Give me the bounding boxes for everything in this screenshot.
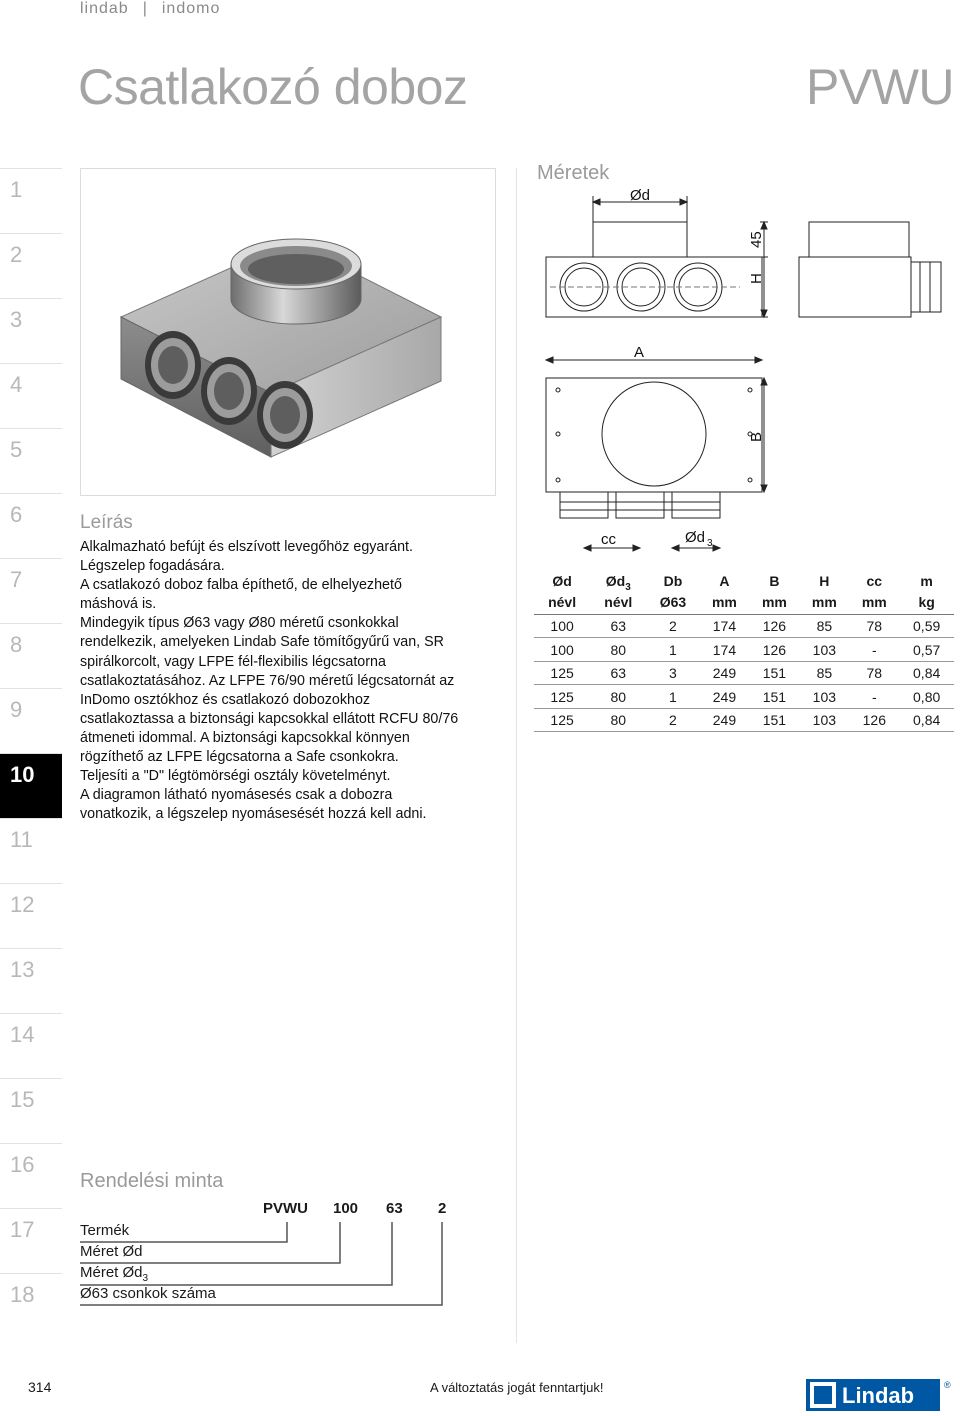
chapter-tab-4[interactable]	[0, 363, 62, 428]
chapter-tab-8[interactable]	[0, 623, 62, 688]
chapter-tab-label: 5	[10, 437, 23, 462]
chapter-tab-1[interactable]	[0, 168, 62, 233]
chapter-tab-label: 11	[10, 827, 33, 852]
chapter-tab-label: 18	[10, 1282, 35, 1307]
table-cell: 151	[749, 661, 799, 685]
product-code: PVWU	[806, 59, 954, 115]
table-cell: 78	[849, 661, 899, 685]
table-cell: 126	[749, 614, 799, 638]
table-cell: 103	[799, 638, 849, 662]
description-line: csatlakoztatásához. Az LFPE 76/90 méretű légcsatornát az	[80, 672, 455, 689]
chapter-tab-label: 13	[10, 957, 35, 982]
chapter-tab-label: 8	[10, 632, 23, 657]
table-cell: 1	[646, 685, 699, 709]
order-label-od: Méret Ød	[80, 1243, 143, 1260]
chapter-tab-13[interactable]	[0, 948, 62, 1013]
table-header-cell: m kg	[918, 573, 935, 610]
brand-header	[80, 0, 220, 18]
table-cell: 85	[799, 614, 849, 638]
chapter-tab-2[interactable]	[0, 233, 62, 298]
chapter-tab-7[interactable]	[0, 558, 62, 623]
table-cell: 63	[590, 614, 646, 638]
description-text	[80, 538, 500, 824]
order-code-od: 100	[333, 1200, 359, 1217]
description-line: rendelkezik, amelyeken Lindab Safe tömítőgyűrű van, SR	[80, 634, 444, 651]
table-cell: 125	[534, 708, 590, 732]
table-row	[534, 614, 954, 638]
table-cell: 103	[799, 708, 849, 732]
description-line: InDomo osztókhoz és csatlakozó dobozokhoz	[80, 691, 371, 708]
table-cell: 0,80	[899, 685, 954, 709]
table-cell: 63	[590, 661, 646, 685]
description-line: átmeneti idommal. A biztonsági kapcsokkal könnyen	[80, 729, 410, 746]
plenum-box-illustration	[81, 169, 495, 495]
table-cell: 0,57	[899, 638, 954, 662]
table-cell: 78	[849, 614, 899, 638]
footer-note: A változtatás jogát fenntartjuk!	[430, 1380, 604, 1395]
order-code-product: PVWU	[263, 1200, 308, 1217]
description-line: A csatlakozó doboz falba építhető, de elhelyezhető	[80, 577, 402, 594]
table-cell: 151	[749, 708, 799, 732]
table-cell: 151	[749, 685, 799, 709]
chapter-tab-label: 6	[10, 502, 23, 527]
brand-separator: |	[142, 0, 148, 17]
ordering-heading: Rendelési minta	[80, 1170, 224, 1192]
table-cell: 80	[590, 685, 646, 709]
chapter-tab-15[interactable]	[0, 1078, 62, 1143]
chapter-tab-label: 16	[10, 1152, 35, 1177]
table-cell: 126	[749, 638, 799, 662]
dimensions-table	[534, 571, 954, 732]
table-header-cell: B mm	[761, 573, 787, 610]
table-row	[534, 685, 954, 709]
table-cell: 249	[699, 661, 749, 685]
dimension-drawing	[530, 180, 950, 555]
table-cell: -	[849, 638, 899, 662]
description-line: máshová is.	[80, 596, 157, 613]
chapter-sidebar	[0, 168, 62, 1338]
table-cell: 174	[699, 638, 749, 662]
table-header-cell: Db Ø63	[659, 573, 687, 610]
lindab-logo	[806, 1378, 956, 1412]
table-cell: 0,84	[899, 661, 954, 685]
product-photo	[80, 168, 496, 496]
chapter-tab-label: 9	[10, 697, 23, 722]
table-row	[534, 708, 954, 732]
description-line: vonatkozik, a légszelep nyomásesését hozzá kell adni.	[80, 806, 427, 823]
chapter-tab-label: 17	[10, 1217, 35, 1242]
order-label-od3: Méret $Ød_3$	[80, 1264, 149, 1284]
dim-label-a: A	[634, 344, 645, 361]
chapter-tab-12[interactable]	[0, 883, 62, 948]
description-line: rögzíthető az LFPE légcsatorna a Safe csonkokra.	[80, 749, 399, 766]
table-cell: 100	[534, 638, 590, 662]
page-title: Csatlakozó doboz	[78, 59, 468, 115]
chapter-tab-label: 3	[10, 307, 23, 332]
brand-lindab: lindab	[80, 0, 129, 17]
order-code-count: 2	[438, 1200, 447, 1217]
table-header-cell: cc mm	[861, 573, 887, 610]
chapter-tab-18[interactable]	[0, 1273, 62, 1338]
table-cell: 85	[799, 661, 849, 685]
dim-label-od: Ød	[630, 187, 651, 204]
chapter-tab-6[interactable]	[0, 493, 62, 558]
chapter-tab-label: 14	[10, 1022, 35, 1047]
table-cell: -	[849, 685, 899, 709]
order-code-od3: 63	[386, 1200, 403, 1217]
description-line: spirálkorcolt, vagy LFPE fél-flexibilis légcsatorna	[80, 653, 386, 670]
chapter-tab-14[interactable]	[0, 1013, 62, 1078]
chapter-tab-label: 1	[10, 177, 23, 202]
chapter-tab-5[interactable]	[0, 428, 62, 493]
dim-label-h: H	[748, 273, 765, 284]
ordering-code	[80, 1200, 460, 1220]
chapter-tab-11[interactable]	[0, 818, 62, 883]
description-line: Mindegyik típus Ø63 vagy Ø80 méretű csonkokkal	[80, 615, 399, 632]
table-cell: 3	[646, 661, 699, 685]
table-header-row	[534, 571, 954, 614]
description-heading: Leírás	[80, 512, 133, 533]
order-label-count: Ø63 csonkok száma	[80, 1285, 216, 1302]
table-cell: 2	[646, 708, 699, 732]
column-divider	[516, 168, 517, 1343]
description-line: A diagramon látható nyomásesés csak a dobozra	[80, 787, 393, 804]
chapter-tab-label: 10	[10, 762, 35, 787]
chapter-tab-label: 7	[10, 567, 23, 592]
table-header-cell: H mm	[811, 573, 837, 610]
table-cell: 249	[699, 685, 749, 709]
chapter-tab-3[interactable]	[0, 298, 62, 363]
table-cell: 80	[590, 638, 646, 662]
table-cell: 249	[699, 708, 749, 732]
chapter-tab-9[interactable]	[0, 688, 62, 753]
chapter-tab-label: 12	[10, 892, 35, 917]
table-cell: 1	[646, 638, 699, 662]
chapter-tab-16[interactable]	[0, 1143, 62, 1208]
description-line: Légszelep fogadására.	[80, 558, 225, 575]
description-line: Alkalmazható befújt és elszívott levegőhöz egyaránt.	[80, 539, 413, 555]
table-cell: 80	[590, 708, 646, 732]
dim-label-b: B	[748, 431, 765, 442]
table-cell: 103	[799, 685, 849, 709]
table-header-cell: A mm	[711, 573, 737, 610]
dim-label-od3: Ød	[685, 529, 706, 546]
table-cell: 125	[534, 685, 590, 709]
chapter-tab-label: 4	[10, 372, 23, 397]
brand-indomo: indomo	[161, 0, 221, 17]
table-row	[534, 638, 954, 662]
chapter-tab-10[interactable]	[0, 753, 62, 818]
table-header-cell: Ød névl	[548, 573, 577, 610]
logo-text: Lindab	[842, 1383, 915, 1408]
dim-label-od3-sub: 3	[707, 538, 713, 549]
dimensions-heading: Méretek	[537, 162, 610, 184]
chapter-tab-label: 2	[10, 242, 23, 267]
table-cell: 125	[534, 661, 590, 685]
page-number: 314	[28, 1379, 52, 1395]
table-row	[534, 661, 954, 685]
table-header-cell: $Ød_3$ névl	[604, 573, 633, 610]
table-cell: 126	[849, 708, 899, 732]
order-label-product: Termék	[80, 1222, 130, 1239]
table-cell: 0,59	[899, 614, 954, 638]
chapter-tab-17[interactable]	[0, 1208, 62, 1273]
chapter-tab-label: 15	[10, 1087, 35, 1112]
table-cell: 2	[646, 614, 699, 638]
table-cell: 174	[699, 614, 749, 638]
description-line: csatlakoztassa a biztonsági kapcsokkal ellátott RCFU 80/76	[80, 710, 459, 727]
dim-label-45: 45	[748, 231, 765, 248]
table-cell: 100	[534, 614, 590, 638]
logo-registered-mark: ®	[944, 1380, 951, 1390]
description-line: Teljesíti a "D" légtömörségi osztály követelményt.	[80, 768, 391, 785]
table-cell: 0,84	[899, 708, 954, 732]
dim-label-cc: cc	[601, 531, 616, 548]
